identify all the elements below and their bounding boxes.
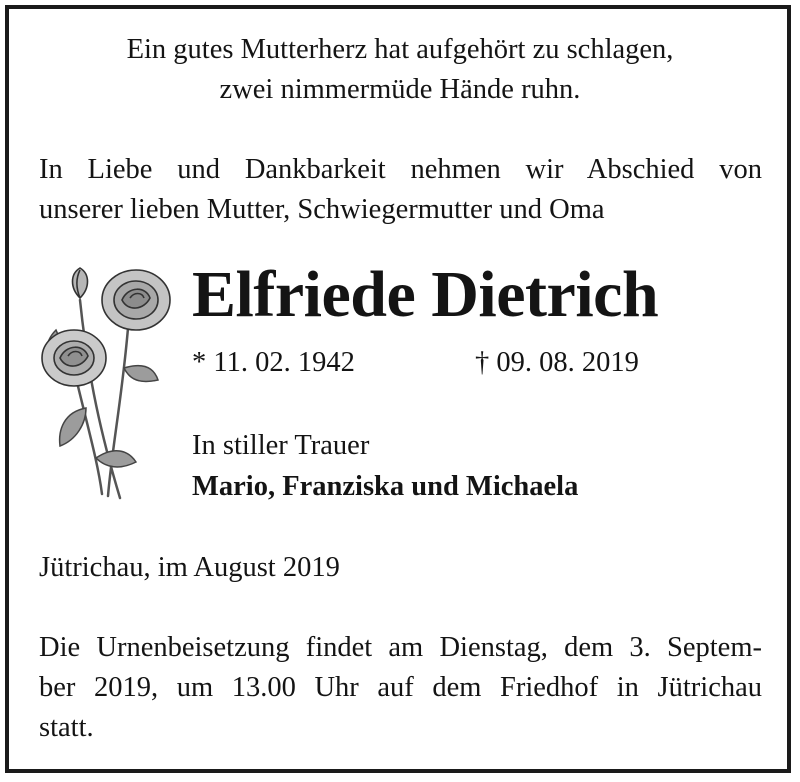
verse-line-1: Ein gutes Mutterherz hat aufgehört zu schlagen, — [126, 34, 674, 65]
intro-line-1: In Liebe und Dankbarkeit nehmen wir Abschied von — [39, 154, 762, 185]
burial-line-2: ber 2019, um 13.00 Uhr auf dem Friedhof in Jütrichau — [39, 672, 762, 703]
mourners-names: Mario, Franziska und Michaela — [192, 471, 579, 502]
burial-line-3: statt. — [39, 712, 94, 743]
deceased-name: Elfriede Dietrich — [192, 258, 659, 331]
burial-line-1: Die Urnenbeisetzung findet am Dienstag, dem 3. Septem- — [39, 632, 762, 663]
place-date: Jütrichau, im August 2019 — [39, 552, 340, 583]
death-date: † 09. 08. 2019 — [475, 347, 639, 378]
mourners-intro: In stiller Trauer — [192, 430, 370, 461]
roses-icon — [36, 258, 182, 504]
intro-line-2: unserer lieben Mutter, Schwiegermutter und Oma — [39, 194, 605, 225]
verse-line-2: zwei nimmermüde Hände ruhn. — [219, 74, 581, 105]
birth-date: * 11. 02. 1942 — [192, 347, 355, 378]
